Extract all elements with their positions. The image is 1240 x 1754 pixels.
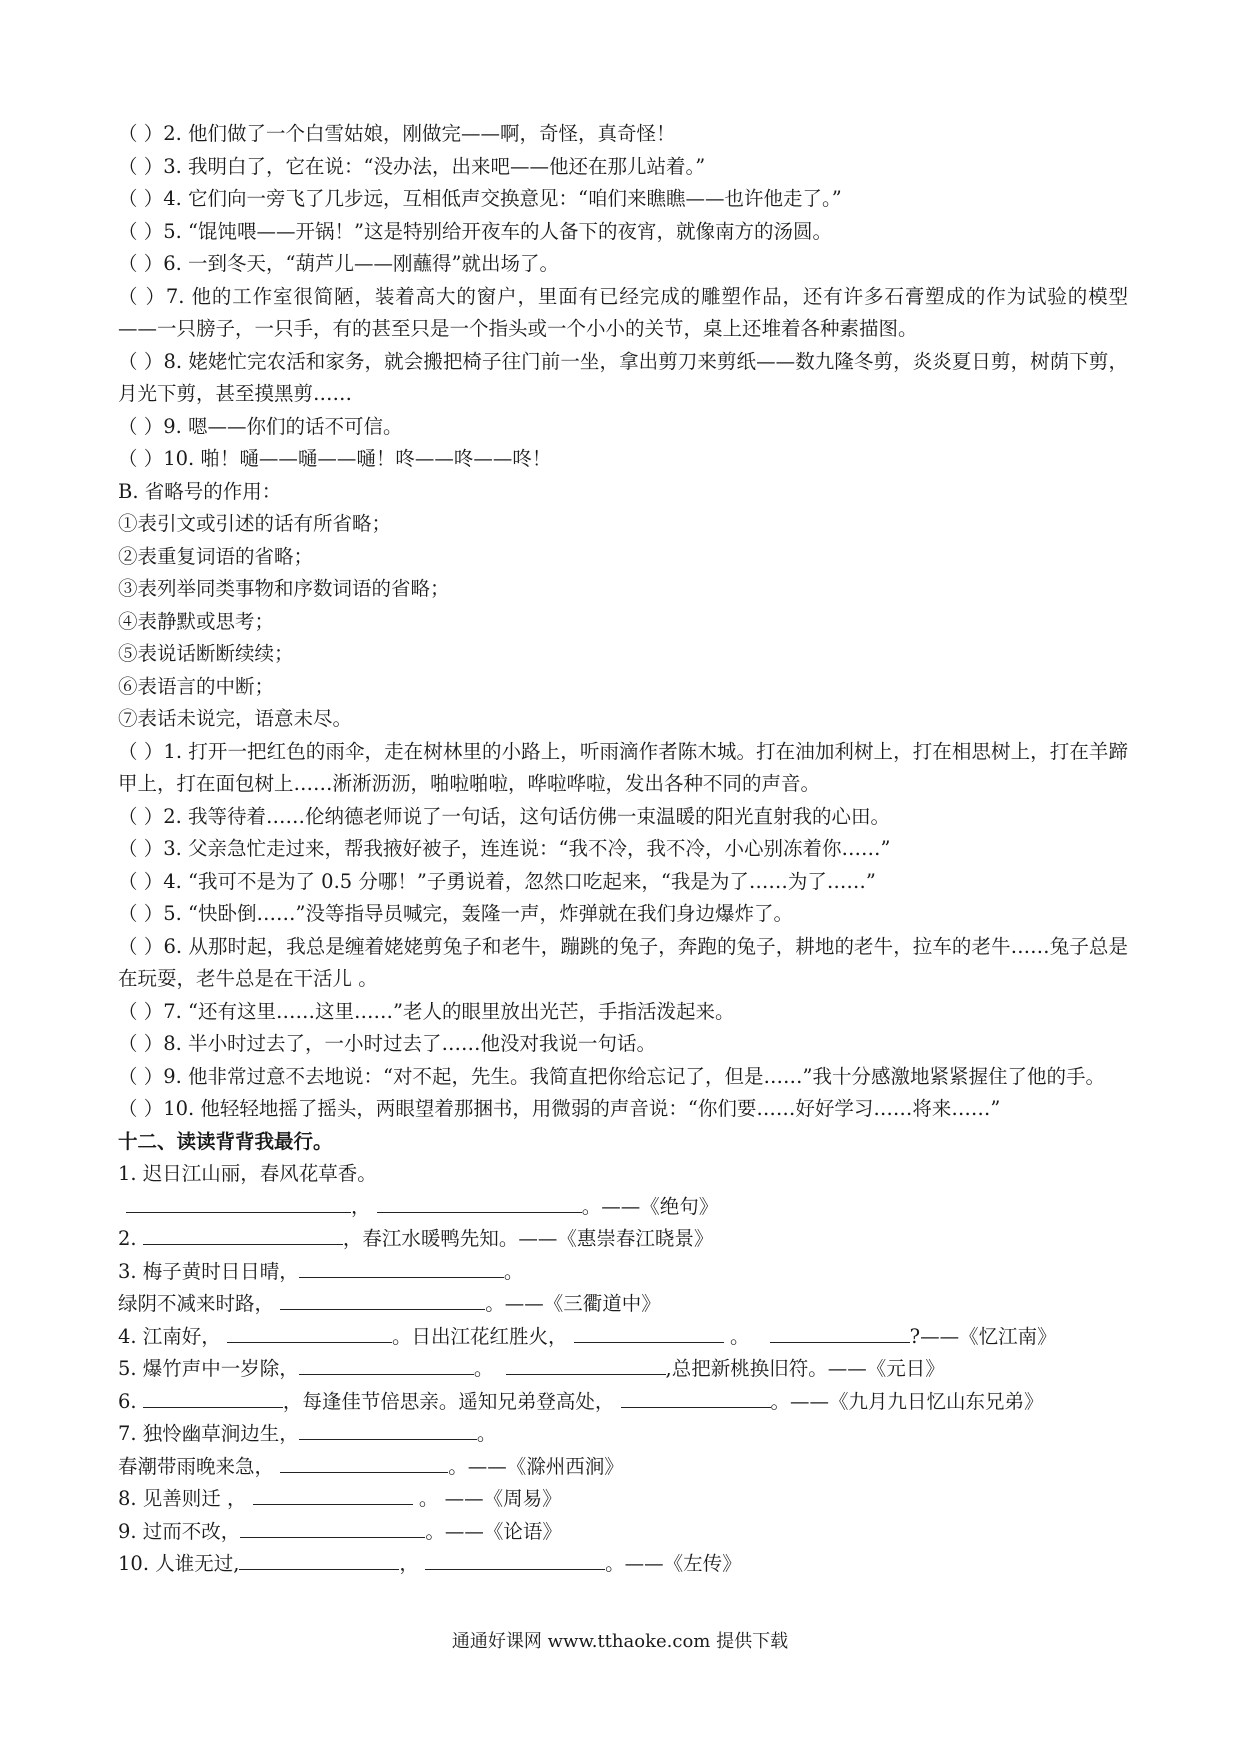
question-b-4: （ ）4. “我可不是为了 0.5 分哪！”子勇说着，忽然口吃起来，“我是为了……为了……”	[118, 869, 876, 893]
answer-blank[interactable]	[227, 1322, 392, 1343]
question-b-6: （ ）6. 从那时起，我总是缠着姥姥剪兔子和老牛，蹦跳的兔子，奔跑的兔子，耕地的老牛，拉车的老牛……兔子总是在玩耍，老牛总是在干活儿 。	[118, 934, 1128, 990]
answer-blank[interactable]	[506, 1354, 666, 1375]
ellipsis-use-5: ⑤表说话断断续续；	[118, 642, 294, 665]
answer-blank[interactable]	[280, 1452, 448, 1473]
question-a-9: （ ）9. 嗯——你们的话不可信。	[118, 414, 403, 438]
answer-blank[interactable]	[253, 1484, 413, 1505]
answer-blank[interactable]	[240, 1517, 425, 1538]
worksheet-page	[118, 118, 1128, 1581]
question-a-6: （ ）6. 一到冬天，“葫芦儿——刚蘸得”就出场了。	[118, 252, 559, 275]
poem-6: 6. ，每逢佳节倍思亲。遥知兄弟登高处， 。——《九月九日忆山东兄弟》	[118, 1386, 1128, 1419]
question-a-3: （ ）3. 我明白了，它在说：“没办法，出来吧——他还在那儿站着。”	[118, 154, 706, 178]
answer-blank[interactable]	[425, 1549, 605, 1570]
poem-5: 5. 爆竹声中一岁除， 。 ,总把新桃换旧符。——《元日》	[118, 1353, 1128, 1386]
answer-blank[interactable]	[126, 1192, 351, 1213]
ellipsis-use-3: ③表列举同类事物和序数词语的省略；	[118, 577, 450, 600]
poem-1-prompt: 1. 迟日江山丽，春风花草香。	[118, 1162, 377, 1185]
question-a-8: （ ）8. 姥姥忙完农活和家务，就会搬把椅子往门前一坐，拿出剪刀来剪纸——数九隆冬剪，炎炎夏日剪，树荫下剪，月光下剪，甚至摸黑剪……	[118, 349, 1128, 405]
answer-blank[interactable]	[299, 1354, 474, 1375]
ellipsis-use-1: ①表引文或引述的话有所省略；	[118, 512, 392, 535]
poem-3-line2: 绿阴不减来时路， 。——《三衢道中》	[118, 1288, 1128, 1321]
answer-blank[interactable]	[621, 1387, 771, 1408]
question-a-2: （ ）2. 他们做了一个白雪姑娘，刚做完——啊，奇怪，真奇怪！	[118, 122, 676, 145]
answer-blank[interactable]	[143, 1224, 343, 1245]
poem-2: 2. ，春江水暖鸭先知。——《惠崇春江晓景》	[118, 1223, 1128, 1256]
question-b-5: （ ）5. “快卧倒……”没等指导员喊完，轰隆一声，炸弹就在我们身边爆炸了。	[118, 902, 793, 925]
ellipsis-use-2: ②表重复词语的省略；	[118, 544, 314, 568]
question-a-10: （ ）10. 啪！嗵——嗵——嗵！咚——咚——咚！	[118, 447, 552, 470]
question-a-7: （ ）7. 他的工作室很简陋，装着高大的窗户，里面有已经完成的雕塑作品，还有许多石膏塑成的作为试验的模型 ——一只膀子，一只手，有的甚至只是一个指头或一个小小的关节，桌上还堆着各种素描图。	[118, 284, 1128, 340]
poem-4: 4. 江南好， 。日出江花红胜火， 。 ?——《忆江南》	[118, 1321, 1128, 1354]
ellipsis-use-4: ④表静默或思考；	[118, 609, 275, 633]
answer-blank[interactable]	[574, 1322, 724, 1343]
question-b-9: （ ）9. 他非常过意不去地说：“对不起，先生。我简直把你给忘记了，但是……”我十分感激地紧紧握住了他的手。	[118, 1064, 1105, 1088]
proverb-8: 8. 见善则迁 ， 。 ——《周易》	[118, 1483, 1128, 1516]
question-b-7: （ ）7. “还有这里……这里……”老人的眼里放出光芒，手指活泼起来。	[118, 999, 735, 1023]
answer-blank[interactable]	[143, 1387, 283, 1408]
poem-1-blanks: ， 。——《绝句》	[118, 1191, 1128, 1224]
ellipsis-use-7: ⑦表话未说完，语意未尽。	[118, 707, 353, 730]
ellipsis-use-6: ⑥表语言的中断；	[118, 674, 275, 698]
answer-blank[interactable]	[299, 1419, 477, 1440]
answer-blank[interactable]	[280, 1289, 485, 1310]
poem-7-line2: 春潮带雨晚来急， 。——《滁州西涧》	[118, 1451, 1128, 1484]
section-b-title: B. 省略号的作用：	[118, 479, 282, 503]
question-a-5: （ ）5. “馄饨喂——开锅！”这是特别给开夜车的人备下的夜宵，就像南方的汤圆。	[118, 219, 832, 243]
question-b-8: （ ）8. 半小时过去了，一小时过去了……他没对我说一句话。	[118, 1032, 657, 1055]
answer-blank[interactable]	[770, 1322, 910, 1343]
answer-blank[interactable]	[377, 1192, 582, 1213]
answer-blank[interactable]	[299, 1257, 504, 1278]
question-b-1: （ ）1. 打开一把红色的雨伞，走在树林里的小路上，听雨滴作者陈木城。打在油加利树上，打在相思树上，打在羊蹄甲上，打在面包树上……淅淅沥沥，啪啦啪啦，哗啦哗啦，发出各种不同的声音。	[118, 739, 1128, 795]
page-footer: 通通好课网 www.tthaoke.com 提供下载	[451, 1631, 789, 1652]
poem-7: 7. 独怜幽草涧边生， 。	[118, 1418, 1128, 1451]
proverb-9: 9. 过而不改， 。——《论语》	[118, 1516, 1128, 1549]
section-12-title: 十二、读读背背我最行。	[118, 1129, 333, 1153]
question-b-3: （ ）3. 父亲急忙走过来，帮我掖好被子，连连说：“我不冷，我不冷，小心别冻着你……”	[118, 837, 891, 860]
poem-3: 3. 梅子黄时日日晴， 。	[118, 1256, 1128, 1289]
question-b-2: （ ）2. 我等待着……伦纳德老师说了一句话，这句话仿佛一束温暖的阳光直射我的心田。	[118, 804, 891, 828]
question-b-10: （ ）10. 他轻轻地摇了摇头，两眼望着那捆书，用微弱的声音说：“你们要……好好学习……将来……”	[118, 1097, 1001, 1120]
proverb-10: 10. 人谁无过, ， 。——《左传》	[118, 1548, 1128, 1581]
question-a-4: （ ）4. 它们向一旁飞了几步远，互相低声交换意见：“咱们来瞧瞧——也许他走了。”	[118, 187, 842, 210]
answer-blank[interactable]	[239, 1549, 399, 1570]
